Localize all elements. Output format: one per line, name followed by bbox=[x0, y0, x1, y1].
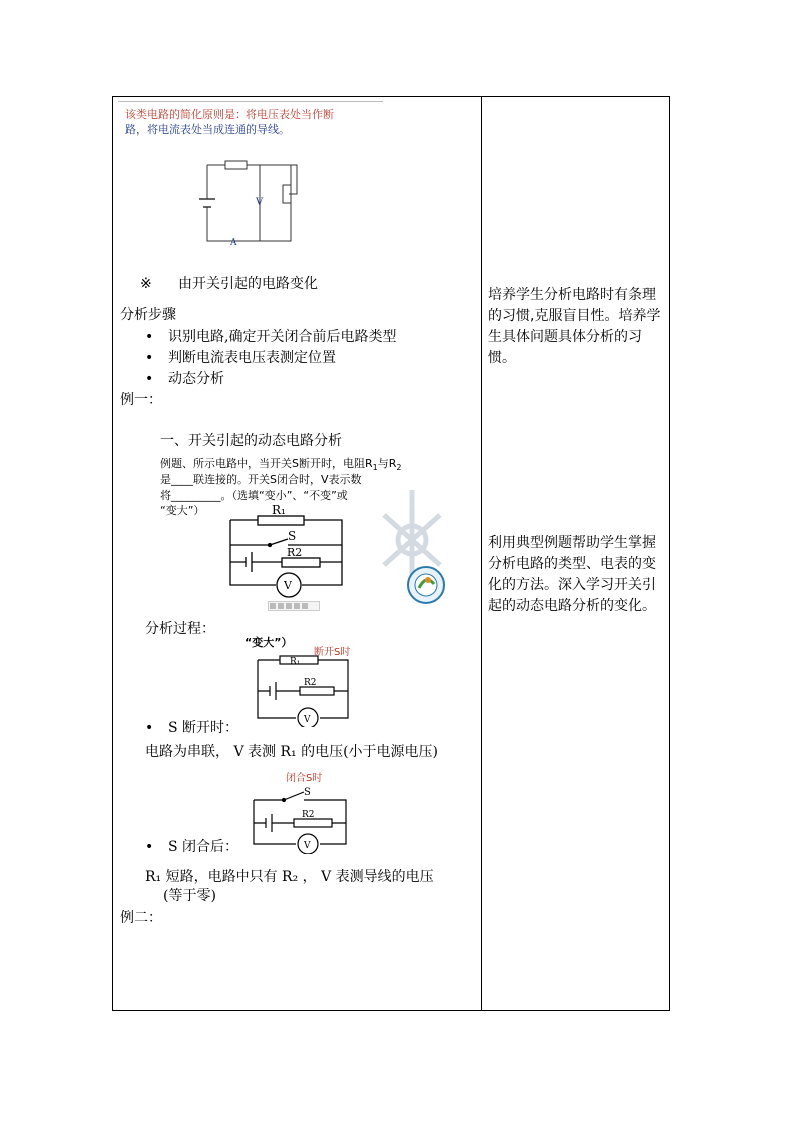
open-caption: 断开S时 bbox=[314, 647, 351, 658]
closed-s-label: S bbox=[304, 787, 311, 798]
step-item: 识别电路,确定开关闭合前后电路类型 bbox=[168, 329, 397, 345]
example-1-label: 例一： bbox=[120, 392, 162, 408]
top-fragment: “变大”） bbox=[245, 636, 293, 649]
analysis-label: 分析过程： bbox=[145, 621, 215, 637]
v-label: V bbox=[284, 579, 292, 592]
bullet-icon: • bbox=[145, 329, 154, 345]
slide-title: 一、开关引起的动态电路分析 bbox=[160, 433, 342, 449]
example-circuit-diagram bbox=[222, 500, 352, 600]
bullet-icon: • bbox=[145, 350, 154, 366]
intro-v-label: V bbox=[256, 197, 264, 208]
s-label: S bbox=[288, 529, 297, 543]
open-bullet: S 断开时： bbox=[168, 720, 239, 736]
question-line-3: 将_________。（选填“变小”、“不变”或 bbox=[160, 489, 348, 502]
intro-a-label: A bbox=[230, 238, 237, 248]
open-v-label: V bbox=[304, 715, 311, 725]
example-2-label: 例二： bbox=[120, 910, 162, 926]
closed-circuit-diagram bbox=[248, 782, 353, 854]
intro-circuit-diagram bbox=[195, 155, 325, 250]
school-logo bbox=[407, 566, 445, 604]
steps-heading: 分析步骤 bbox=[120, 307, 176, 323]
closed-description-2: (等于零) bbox=[163, 888, 216, 904]
r1-label: R₁ bbox=[272, 503, 286, 517]
closed-description-1: R₁ 短路，电路中只有 R₂ ， V 表测导线的电压 bbox=[145, 869, 434, 885]
step-item: 动态分析 bbox=[168, 371, 224, 387]
step-item: 判断电流表电压表测定位置 bbox=[168, 350, 336, 366]
slide-divider bbox=[118, 101, 383, 102]
bullet-icon: • bbox=[145, 720, 154, 736]
question-line-2: 是____联连接的。开关S闭合时，V表示数 bbox=[160, 473, 362, 486]
closed-r2-label: R2 bbox=[302, 810, 315, 820]
teaching-note-2: 利用典型例题帮助学生掌握分析电路的类型、电表的变化的方法。深入学习开关引起的动态电路分析的变化。 bbox=[488, 535, 656, 614]
intro-line-2: 路，将电流表处当成连通的导线。 bbox=[125, 123, 290, 136]
question-line-4: “变大”） bbox=[160, 504, 205, 517]
column-divider bbox=[481, 97, 482, 1010]
closed-caption: 闭合S时 bbox=[286, 773, 323, 784]
open-r2-label: R2 bbox=[304, 678, 317, 688]
intro-line-1: 该类电路的简化原则是：将电压表处当作断 bbox=[125, 108, 334, 121]
open-r1-label: R₁ bbox=[290, 657, 301, 667]
closed-bullet: S 闭合后： bbox=[168, 839, 239, 855]
open-circuit-diagram bbox=[252, 652, 362, 727]
bullet-icon: • bbox=[145, 839, 154, 855]
section-title: 由开关引起的电路变化 bbox=[178, 276, 318, 292]
section-mark: ※ bbox=[140, 276, 152, 292]
r2-label: R2 bbox=[287, 546, 303, 559]
slide-toolbar[interactable] bbox=[268, 601, 320, 611]
question-line-1: 例题、所示电路中，当开关S断开时，电阻$R_1$与$R_2$ bbox=[160, 457, 402, 473]
teaching-note-1: 培养学生分析电路时有条理的习惯,克服盲目性。培养学生具体问题具体分析的习惯。 bbox=[488, 287, 661, 366]
bullet-icon: • bbox=[145, 371, 154, 387]
open-description: 电路为串联， V 表测 R₁ 的电压(小于电源电压) bbox=[145, 744, 438, 760]
closed-v-label: V bbox=[304, 841, 311, 851]
